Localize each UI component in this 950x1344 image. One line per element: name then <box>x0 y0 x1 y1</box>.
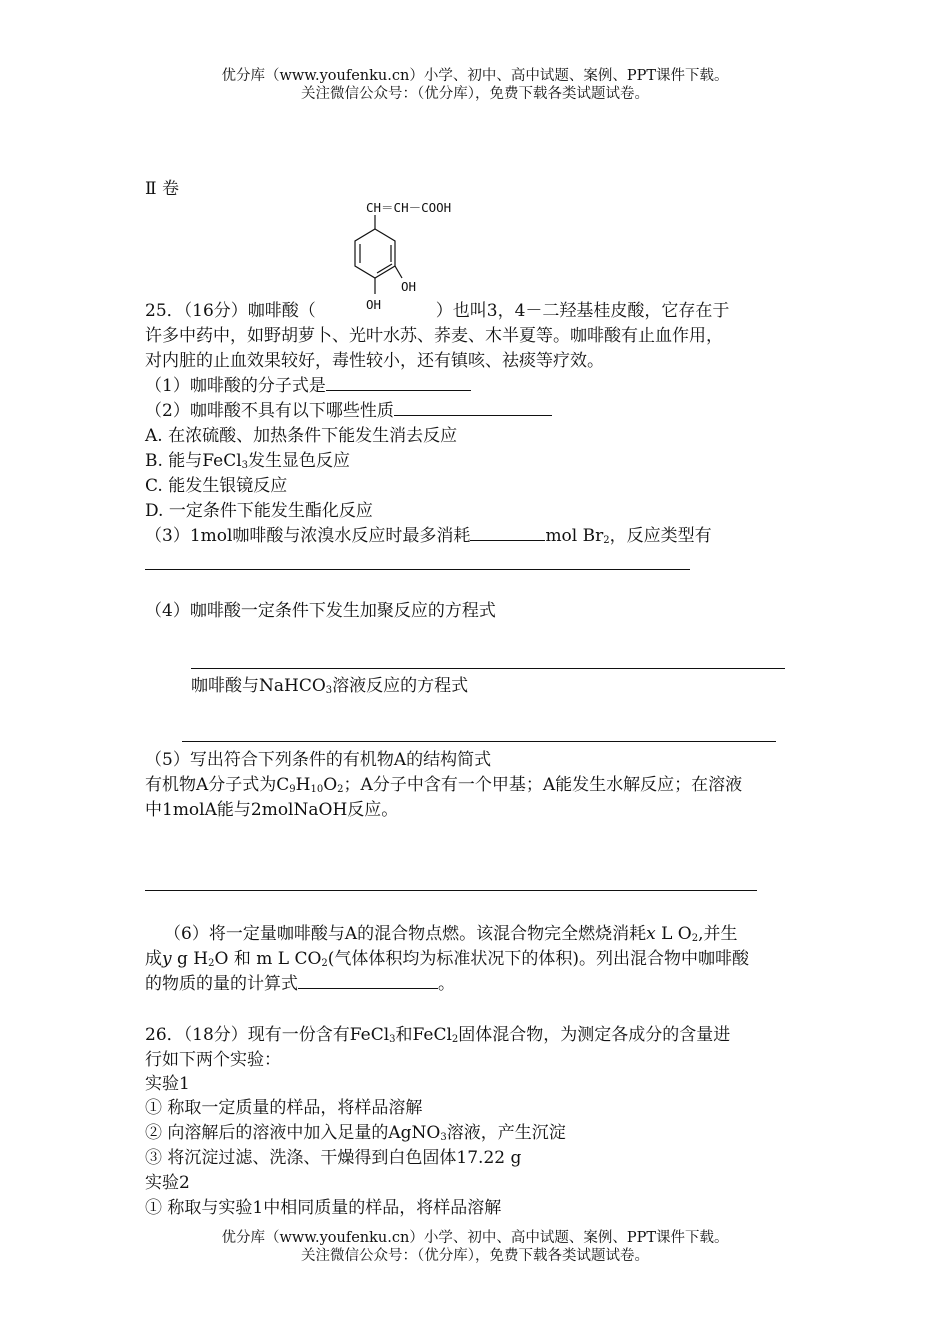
q25-option-d: D. 一定条件下能发生酯化反应 <box>145 501 373 521</box>
q25-lead: 25．（16分）咖啡酸（ ）也叫3，4－二羟基桂皮酸，它存在于 <box>145 301 730 321</box>
experiment-1-step-3: ③ 将沉淀过滤、洗涤、干燥得到白色固体17.22 g <box>145 1148 522 1168</box>
answer-line[interactable] <box>145 890 757 891</box>
q25-line-2: 许多中药中，如野胡萝卜、光叶水苏、荞麦、木半夏等。咖啡酸有止血作用， <box>145 326 723 346</box>
q25-part-6c: 的物质的量的计算式 。 <box>145 974 455 994</box>
q25-part-5c: 中1molA能与2molNaOH反应。 <box>145 800 399 820</box>
footer-line-1: 优分库（www.youfenku.cn）小学、初中、高中试题、案例、PPT课件下载。 <box>221 1230 729 1246</box>
q25-part-6b: 成y g $H_2O$ 和 m L $CO_2$(气体体积均为标准状况下的体积)。列出混合物中咖啡酸 <box>145 949 750 969</box>
answer-line[interactable] <box>182 741 776 742</box>
q26-line-2: 行如下两个实验： <box>145 1050 281 1070</box>
q25-part-5: （5）写出符合下列条件的有机物A的结构简式 <box>145 750 492 770</box>
answer-line[interactable] <box>145 569 690 570</box>
experiment-2-step-1: ① 称取与实验1中相同质量的样品，将样品溶解 <box>145 1198 502 1218</box>
experiment-2-title: 实验2 <box>145 1173 190 1193</box>
q25-part-1: （1）咖啡酸的分子式是 <box>145 375 471 397</box>
section-title: Ⅱ 卷 <box>145 179 179 199</box>
q26-lead: 26．（18分）现有一份含有FeCl$_3$和FeCl$_2$固体混合物，为测定各成分的含量进 <box>145 1025 731 1045</box>
q25-line-3: 对内脏的止血效果较好，毒性较小，还有镇咳、祛痰等疗效。 <box>145 351 604 371</box>
structure-side-chain-label: CH＝CH－COOH <box>366 200 452 215</box>
answer-blank[interactable] <box>298 973 438 989</box>
q25-part-5b: 有机物A分子式为$C_9H_{10}O_2$；A分子中含有一个甲基；A能发生水解反应；在溶液 <box>145 775 743 795</box>
answer-blank[interactable] <box>394 400 552 416</box>
footer-line-2: 关注微信公众号：（优分库），免费下载各类试题试卷。 <box>301 1248 649 1264</box>
experiment-1-step-1: ① 称取一定质量的样品，将样品溶解 <box>145 1098 423 1118</box>
q25-option-b: B. 能与FeCl$_3$发生显色反应 <box>145 451 351 471</box>
structure-oh-right: OH <box>401 279 417 294</box>
header-line-2: 关注微信公众号：（优分库），免费下载各类试题试卷。 <box>301 86 649 102</box>
q25-option-c: C. 能发生银镜反应 <box>145 476 288 496</box>
q25-part-2: （2）咖啡酸不具有以下哪些性质 <box>145 400 552 422</box>
experiment-1-title: 实验1 <box>145 1074 190 1094</box>
experiment-1-step-2: ② 向溶解后的溶液中加入足量的AgNO$_3$溶液，产生沉淀 <box>145 1123 566 1143</box>
header-line-1: 优分库（www.youfenku.cn）小学、初中、高中试题、案例、PPT课件下载。 <box>221 68 729 84</box>
q25-part-6: （6）将一定量咖啡酸与A的混合物点燃。该混合物完全燃烧消耗x L $O_2$,并生 <box>164 924 738 944</box>
answer-blank[interactable] <box>470 525 545 541</box>
structure-oh-bottom: OH <box>366 297 382 312</box>
q25-part-4b: 咖啡酸与NaHCO$_3$溶液反应的方程式 <box>191 676 469 696</box>
answer-line[interactable] <box>191 668 785 669</box>
q25-option-a: A. 在浓硫酸、加热条件下能发生消去反应 <box>145 426 458 446</box>
answer-blank[interactable] <box>326 375 471 391</box>
q25-part-4: （4）咖啡酸一定条件下发生加聚反应的方程式 <box>145 601 496 621</box>
q25-part-3: （3）1mol咖啡酸与浓溴水反应时最多消耗 mol $Br_2$，反应类型有 <box>145 526 712 546</box>
